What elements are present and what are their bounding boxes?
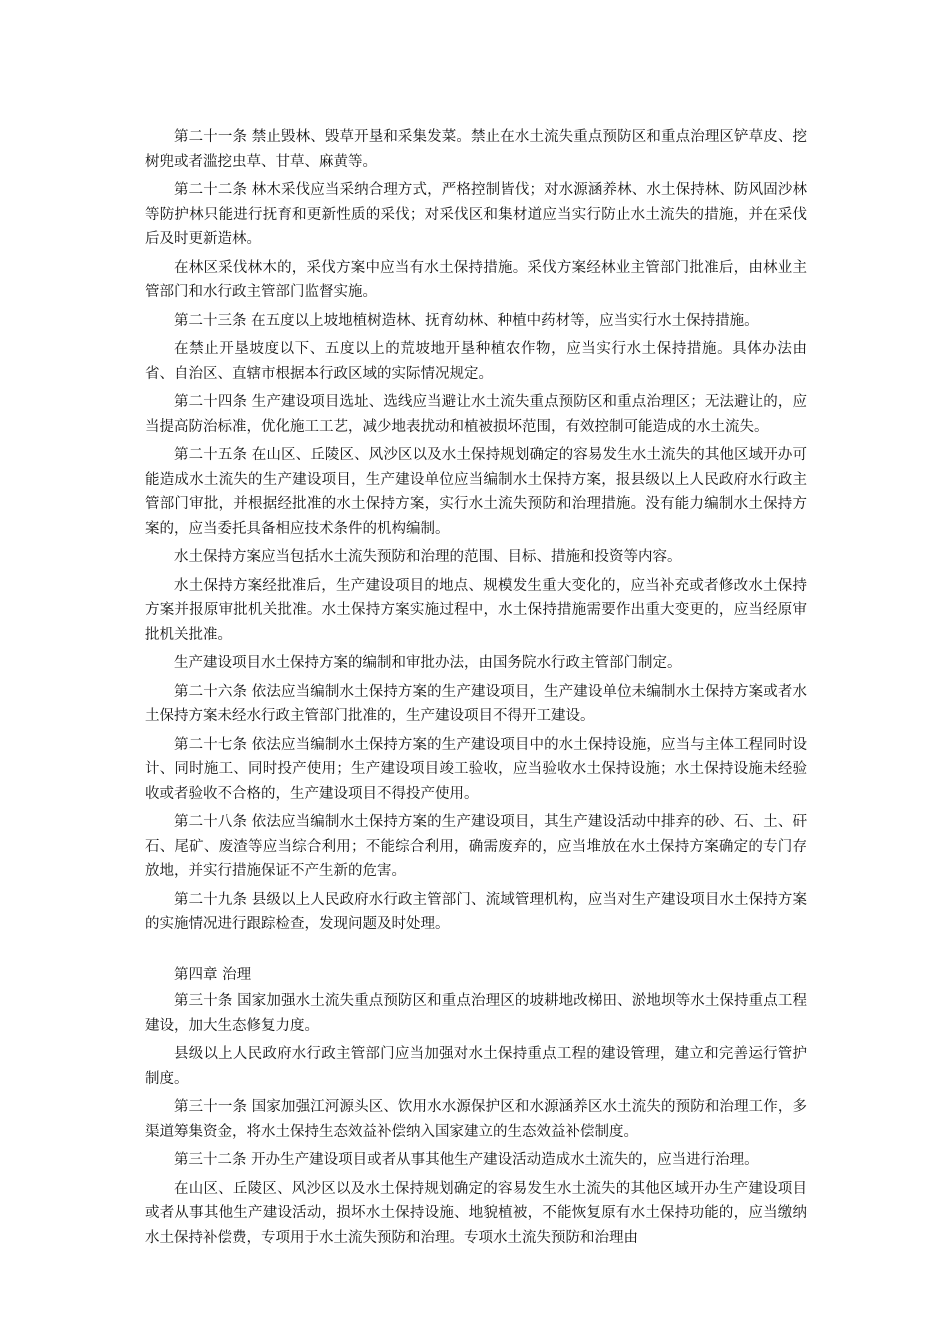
paragraph-article-24: 第二十四条 生产建设项目选址、选线应当避让水土流失重点预防区和重点治理区；无法避让的，应当提高防治标准，优化施工工艺，减少地表扰动和植被损坏范围，有效控制可能造成的水土流失。 [145, 394, 807, 435]
paragraph-article-32-compensation: 在山区、丘陵区、风沙区以及水土保持规划确定的容易发生水土流失的其他区域开办生产建设项目或者从事其他生产建设活动，损坏水土保持设施、地貌植被，不能恢复原有水土保持功能的，应当缴纳水土保持补偿费，专项用于水土流失预防和治理。专项水土流失预防和治理由 [145, 1180, 807, 1246]
paragraph-article-25-content: 水土保持方案应当包括水土流失预防和治理的范围、目标、措施和投资等内容。 [174, 549, 682, 565]
paragraph-article-22: 第二十二条 林木采伐应当采纳合理方式，严格控制皆伐；对水源涵养林、水土保持林、防风固沙林等防护林只能进行抚育和更新性质的采伐；对采伐区和集材道应当实行防止水土流失的措施，并在采伐后及时更新造林。 [145, 182, 807, 247]
paragraph-article-23-slope: 在禁止开垦坡度以下、五度以上的荒坡地开垦种植农作物，应当实行水土保持措施。具体办法由省、自治区、直辖市根据本行政区域的实际情况规定。 [145, 341, 807, 382]
paragraph-article-32: 第三十二条 开办生产建设项目或者从事其他生产建设活动造成水土流失的，应当进行治理。 [174, 1152, 759, 1168]
paragraph-article-30: 第三十条 国家加强水土流失重点预防区和重点治理区的坡耕地改梯田、淤地坝等水土保持重点工程建设，加大生态修复力度。 [145, 993, 807, 1034]
paragraph-article-31: 第三十一条 国家加强江河源头区、饮用水水源保护区和水源涵养区水土流失的预防和治理工作，多渠道筹集资金，将水土保持生态效益补偿纳入国家建立的生态效益补偿制度。 [145, 1099, 807, 1140]
chapter-heading: 第四章 治理 [174, 966, 252, 983]
paragraph-article-27: 第二十七条 依法应当编制水土保持方案的生产建设项目中的水土保持设施，应当与主体工程同时设计、同时施工、同时投产使用；生产建设项目竣工验收，应当验收水土保持设施；水土保持设施未经验收或者验收不合格的，生产建设项目不得投产使用。 [145, 736, 807, 802]
paragraph-article-21: 第二十一条 禁止毁林、毁草开垦和采集发菜。禁止在水土流失重点预防区和重点治理区铲草皮、挖树兜或者滥挖虫草、甘草、麻黄等。 [145, 129, 807, 170]
paragraph-article-23: 第二十三条 在五度以上坡地植树造林、抚育幼林、种植中药材等，应当实行水土保持措施。 [174, 312, 759, 329]
paragraph-article-25: 第二十五条 在山区、丘陵区、风沙区以及水土保持规划确定的容易发生水土流失的其他区域开办可能造成水土流失的生产建设项目，生产建设单位应当编制水土保持方案，报县级以上人民政府水行政主管部门审批，并根据经批准的水土保持方案，实行水土流失预防和治理措施。没有能力编制水土保持方案的，应当委托具备相应技术条件的机构编制。 [145, 447, 807, 537]
paragraph-article-26: 第二十六条 依法应当编制水土保持方案的生产建设项目，生产建设单位未编制水土保持方案或者水土保持方案未经水行政主管部门批准的，生产建设项目不得开工建设。 [145, 683, 807, 724]
paragraph-article-30-management: 县级以上人民政府水行政主管部门应当加强对水土保持重点工程的建设管理，建立和完善运行管护制度。 [145, 1046, 807, 1087]
paragraph-article-25-change: 水土保持方案经批准后，生产建设项目的地点、规模发生重大变化的，应当补充或者修改水土保持方案并报原审批机关批准。水土保持方案实施过程中，水土保持措施需要作出重大变更的，应当经原审批机关批准。 [145, 577, 807, 643]
paragraph-article-22-forest: 在林区采伐林木的，采伐方案中应当有水土保持措施。采伐方案经林业主管部门批准后，由林业主管部门和水行政主管部门监督实施。 [145, 259, 807, 300]
paragraph-article-29: 第二十九条 县级以上人民政府水行政主管部门、流域管理机构，应当对生产建设项目水土保持方案的实施情况进行跟踪检查，发现问题及时处理。 [145, 891, 807, 932]
document-page [145, 125, 807, 1254]
paragraph-article-28: 第二十八条 依法应当编制水土保持方案的生产建设项目，其生产建设活动中排弃的砂、石、土、矸石、尾矿、废渣等应当综合利用；不能综合利用，确需废弃的，应当堆放在水土保持方案确定的专门存放地，并实行措施保证不产生新的危害。 [145, 814, 807, 879]
paragraph-article-25-rules: 生产建设项目水土保持方案的编制和审批办法，由国务院水行政主管部门制定。 [174, 655, 682, 671]
